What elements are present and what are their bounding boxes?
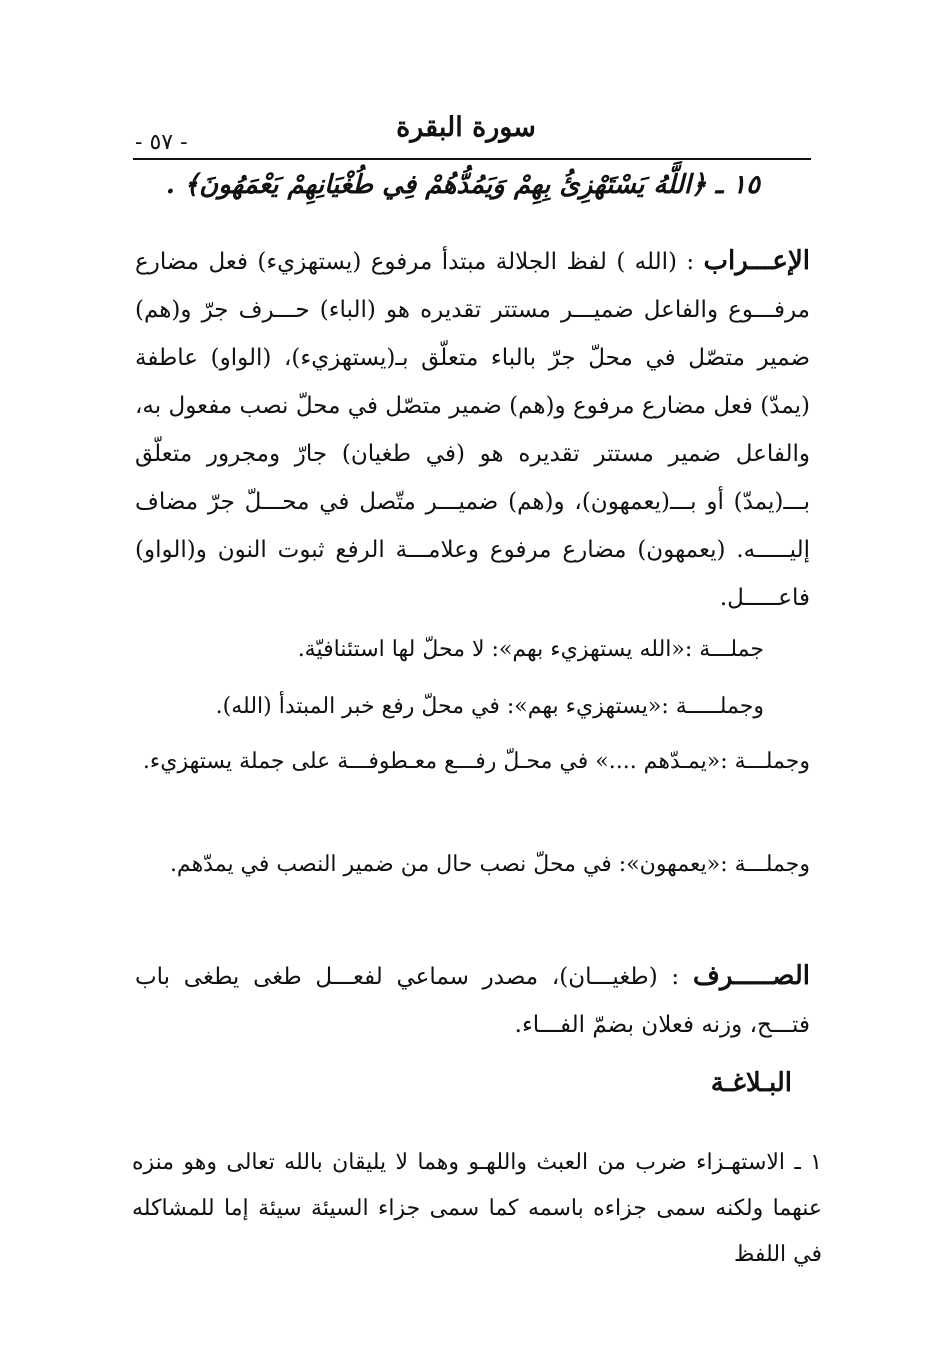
surah-title: سورة البقرة	[396, 112, 536, 143]
sarf-label: الصـــــرف	[692, 961, 810, 991]
irab-label: الإعـــراب	[703, 246, 810, 276]
sentence-analysis-3: وجملـــة :«يمـدّهم ....» في محـلّ رفـــع معـطوفـــة على جملة يستهزيء.	[142, 749, 810, 774]
sarf-paragraph	[135, 952, 810, 1049]
sarf-text: : (طغيـــان)، مصدر سماعي لفعـــل طغى يطغى باب فتـــح، وزنه فعلان بضمّ الفـــاء.	[135, 964, 810, 1038]
balagha-heading: البـلاغـة	[710, 1068, 792, 1098]
quran-verse: ١٥ ـ ﴿اللَّهُ يَسْتَهْزِئُ بِهِمْ وَيَمُدُّهُمْ فِي طُغْيَانِهِمْ يَعْمَهُونَ﴾ .	[165, 170, 760, 200]
sentence-analysis-1: جملـــة :«الله يستهزيء بهم»: لا محلّ لها استئنافيّة.	[297, 637, 764, 662]
sentence-analysis-4: وجملـــة :«يعمهون»: في محلّ نصب حال من ضمير النصب في يمدّهم.	[169, 852, 810, 877]
balagha-text: ١ ـ الاستهـزاء ضرب من العبث واللهـو وهما لا يليقان بالله تعالى وهو منزه عنهما ولكنه سمى جزاءه باسمه كما سمى جزاء السيئة سيئة إما للمشاكله في اللفظ	[132, 1150, 822, 1267]
sentence-analysis-2: وجملـــــة :«يستهزيء بهم»: في محلّ رفع خبر المبتدأ (الله).	[215, 694, 764, 719]
irab-paragraph	[135, 237, 810, 622]
header-divider	[133, 158, 811, 160]
page-number: - ٥٧ -	[135, 130, 188, 155]
irab-text: : (الله ) لفظ الجلالة مبتدأ مرفوع (يستهزيء) فعل مضارع مرفـــوع والفاعل ضميـــر مستتر تقديره هو (الباء) حـــرف جرّ و(هم) ضمير متصّل في محلّ جرّ بالباء متعلّق بـ(يستهزيء)، (الواو) عاطفة (يمدّ) فعل مضارع مرفوع و(هم) ضمير متصّل في محلّ نصب مفعول به، والفاعل ضمير مستتر تقديره هو (في طغيان) جارّ ومجرور متعلّق بـــ(يمدّ) أو بـــ(يعمهون)، و(هم) ضميـــر متّصل في محـــلّ جرّ مضاف إليـــــه. (يعمهون) مضارع مرفوع وعلامـــة الرفع ثبوت النون و(الواو) فاعـــــل.	[135, 249, 810, 611]
